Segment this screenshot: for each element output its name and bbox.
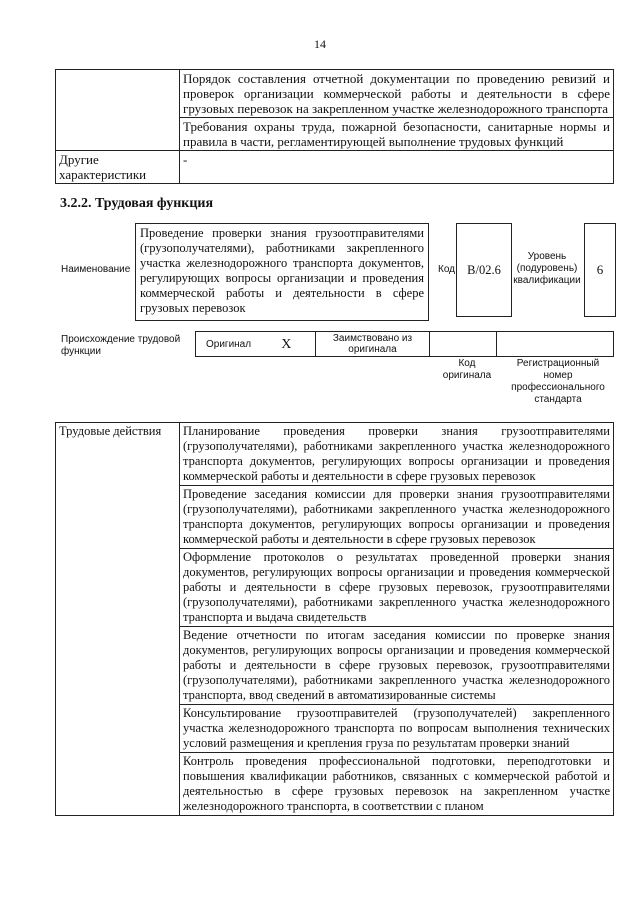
section-heading: 3.2.2. Трудовая функция [60,196,214,211]
level-value: 6 [596,262,604,277]
code-label: Код [438,264,456,275]
actions-table [55,422,614,816]
top-table [55,69,614,184]
name-label: Наименование [61,264,131,275]
action-item: Планирование проведения проверки знания грузоотправителями (грузополучателями), работниками закрепленного участка железнодорожного транспорта документов, регулирующих вопросы организации и проведения коммерческой работы и деятельности в сфере грузовых перевозок [180,423,614,486]
table-row [56,70,614,118]
origin-reg-cell [497,332,614,357]
row-label: Другие характеристики [56,151,180,184]
level-box [584,223,616,317]
action-item: Консультирование грузоотправителей (грузополучателей) закрепленного участка железнодорожного транспорта по вопросам выполнения технических условий размещения и крепления груза по результатам проверки знаний [180,705,614,753]
original-mark: X [258,332,316,357]
code-original-caption: Код оригинала [442,358,492,381]
reg-number-caption: Регистрационный номер профессионального стандарта [511,358,605,405]
origin-table [195,331,614,357]
origin-label: Происхождение трудовой функции [61,334,181,357]
origin-code-cell [430,332,497,357]
row-text: - [180,151,614,184]
actions-label: Трудовые действия [56,423,180,816]
page-number: 14 [314,37,326,51]
row-text: Требования охраны труда, пожарной безопасности, санитарные нормы и правила в части, регламентирующей выполнение трудовых функций [180,118,614,151]
table-row [56,151,614,184]
action-item: Ведение отчетности по итогам заседания комиссии по проверке знания документов, регулирующих вопросы организации и проведения коммерческой работы и деятельности в сфере грузовых перевозок, грузоотправителями (грузополучателями), работниками закрепленного участка железнодорожного транспорта, ввод сведений в автоматизированные системы [180,627,614,705]
table-row [56,423,614,486]
row-label [56,70,180,151]
level-label: Уровень (подуровень) квалификации [513,251,581,286]
function-name-box: Проведение проверки знания грузоотправителями (грузополучателями), работниками закрепленного участка железнодорожного транспорта документов, регулирующих вопросы организации и проведения коммерческой работы и деятельности в сфере грузовых перевозок [135,223,429,321]
original-label: Оригинал [196,332,258,357]
action-item: Контроль проведения профессиональной подготовки, переподготовки и повышения квалификации работников, связанных с коммерческой работой и деятельностью в сфере грузовых перевозок на закрепленном участке железнодорожного транспорта, в соответствии с планом [180,753,614,816]
borrowed-label: Заимствовано из оригинала [316,332,430,357]
code-box [456,223,512,317]
action-item: Оформление протоколов о результатах проведенной проверки знания документов, регулирующих вопросы организации и проведения коммерческой работы и деятельности в сфере грузовых перевозок, грузоотправителями (грузополучателями), работниками закрепленного участка железнодорожного транспорта и выдача свидетельств [180,549,614,627]
action-item: Проведение заседания комиссии для проверки знания грузоотправителями (грузополучателями), работниками закрепленного участка железнодорожного транспорта документов, регулирующих вопросы организации и проведения коммерческой работы и деятельности в сфере грузовых перевозок [180,486,614,549]
row-text: Порядок составления отчетной документации по проведению ревизий и проверок организации коммерческой работы и деятельности в сфере грузовых перевозок на закрепленном участке железнодорожного транспорта [180,70,614,118]
code-value: B/02.6 [467,262,501,277]
